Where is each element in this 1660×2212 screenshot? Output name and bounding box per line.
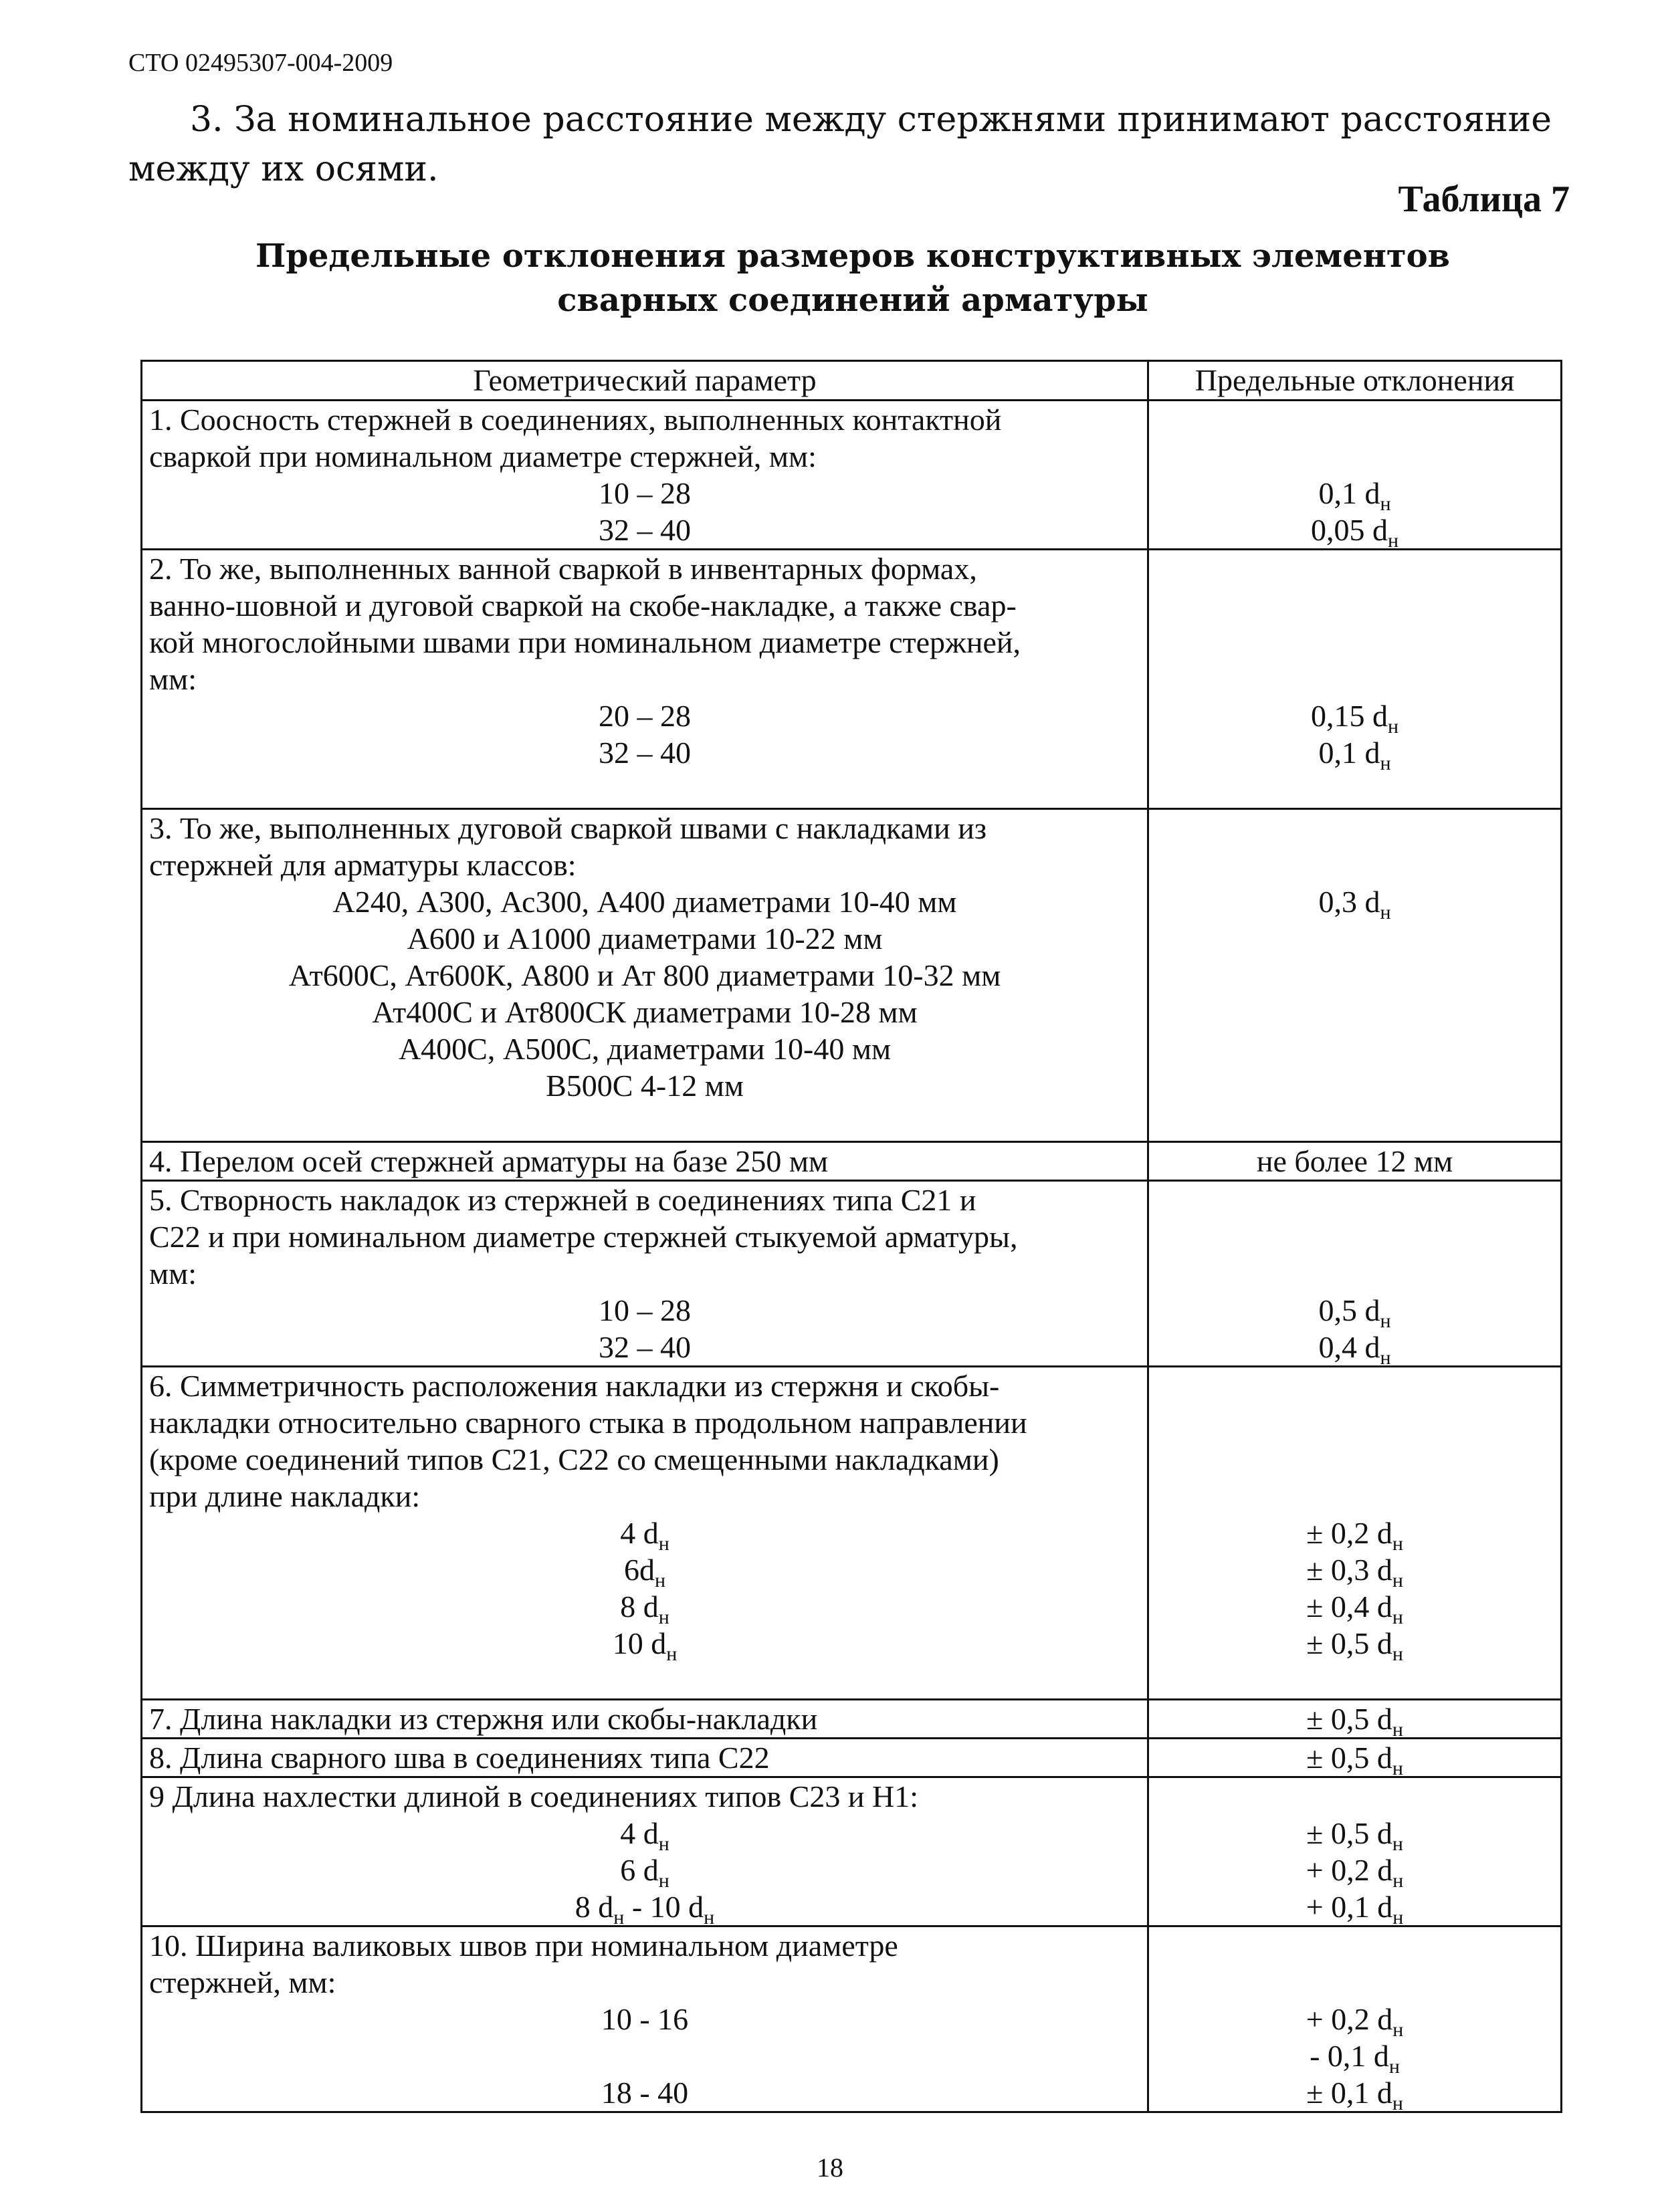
deviation-value: не более 12 мм — [1256, 1144, 1453, 1178]
deviation-value: 0,3 $d_н$ — [1318, 885, 1391, 923]
param-line: 2. То же, выполненных ванной сваркой в инвентарных формах, — [149, 552, 977, 586]
note-paragraph: 3. За номинальное расстояние между стержнями принимают расстояние между их осями. — [128, 100, 1552, 189]
table-header-row — [142, 361, 1562, 401]
header-deviation: Предельные отклонения — [1148, 361, 1562, 401]
param-line: кой многослойными швами при номинальном диаметре стержней, — [149, 625, 1021, 659]
table-label: Таблица 7 — [1398, 179, 1570, 220]
param-line: 8. Длина сварного шва в соединениях типа С22 — [149, 1741, 770, 1775]
deviation-cell — [1148, 1700, 1562, 1739]
table-row — [142, 1777, 1562, 1926]
param-cell — [142, 1367, 1148, 1700]
param-line: 6. Симметричность расположения накладки из стержня и скобы- — [149, 1369, 1000, 1403]
param-cell — [142, 401, 1148, 550]
table-title-line-2: сварных соединений арматуры — [557, 282, 1148, 319]
param-line: (кроме соединений типов С21, С22 со смещенными накладками) — [149, 1442, 999, 1476]
size-range: 10 - 16 — [601, 2002, 689, 2036]
param-line: мм: — [149, 662, 197, 696]
overlap-length: 4 $d_н$ — [620, 1816, 669, 1855]
deviation-cell — [1148, 401, 1562, 550]
param-cell — [142, 1181, 1148, 1367]
deviation-value: 0,5 $d_н$ — [1318, 1293, 1391, 1332]
param-line: 4. Перелом осей стержней арматуры на базе 250 мм — [149, 1144, 829, 1178]
overlap-length: 10 $d_н$ — [612, 1626, 678, 1665]
deviation-value: ± 0,2 $d_н$ — [1306, 1516, 1403, 1555]
param-cell — [142, 1700, 1148, 1739]
deviation-value: 0,05 $d_н$ — [1310, 513, 1399, 552]
deviation-value: - 0,1 $d_н$ — [1310, 2039, 1400, 2078]
deviation-value: + 0,2 $d_н$ — [1306, 2002, 1404, 2041]
size-range: 10 – 28 — [599, 476, 692, 510]
deviation-cell — [1148, 550, 1562, 809]
deviation-cell — [1148, 1367, 1562, 1700]
rebar-class-line: Ат600С, Ат600К, А800 и Ат 800 диаметрами 10-32 мм — [288, 958, 1001, 992]
table-row — [142, 1367, 1562, 1700]
param-cell — [142, 550, 1148, 809]
rebar-class-line: А400С, А500С, диаметрами 10-40 мм — [398, 1032, 892, 1066]
overlap-length: 8 $d_н - 10$ $d_н$ — [575, 1890, 715, 1928]
deviation-value: ± 0,4 $d_н$ — [1306, 1589, 1403, 1628]
table-row — [142, 1926, 1562, 2112]
rebar-class-line: Ат400С и Ат800СК диаметрами 10-28 мм — [372, 995, 918, 1029]
param-cell — [142, 1777, 1148, 1926]
size-range: 32 – 40 — [599, 1330, 692, 1364]
param-line: 5. Створность накладок из стержней в соединениях типа С21 и — [149, 1183, 976, 1217]
deviation-cell — [1148, 1181, 1562, 1367]
size-range: 32 – 40 — [599, 736, 692, 770]
param-cell — [142, 1142, 1148, 1181]
size-range: 10 – 28 — [599, 1293, 692, 1327]
table-row — [142, 1181, 1562, 1367]
param-line: при длине накладки: — [149, 1479, 421, 1513]
deviation-value: ± 0,5 $d_н$ — [1306, 1741, 1403, 1779]
rebar-class-line: А600 и А1000 диаметрами 10-22 мм — [407, 921, 883, 956]
param-line: ванно-шовной и дуговой сваркой на скобе-накладке, а также свар- — [149, 588, 1017, 623]
deviation-value: ± 0,5 $d_н$ — [1306, 1626, 1403, 1665]
param-line: 9 Длина нахлестки длиной в соединениях типов С23 и Н1: — [149, 1779, 919, 1813]
param-line: сваркой при номинальном диаметре стержней, мм: — [149, 439, 817, 473]
param-line: 7. Длина накладки из стержня или скобы-накладки — [149, 1702, 818, 1736]
param-line: мм: — [149, 1256, 197, 1291]
table-row — [142, 401, 1562, 550]
table-title — [134, 234, 1572, 322]
deviation-value: ± 0,3 $d_н$ — [1306, 1553, 1403, 1591]
rebar-class-line: В500С 4-12 мм — [546, 1069, 744, 1103]
param-line: 1. Соосность стержней в соединениях, выполненных контактной — [149, 403, 1002, 437]
deviation-cell — [1148, 1926, 1562, 2112]
deviations-table — [140, 360, 1562, 2113]
overlap-length: 4 $d_н$ — [620, 1516, 669, 1555]
size-range: 18 - 40 — [601, 2076, 689, 2110]
deviation-value: 0,4 $d_н$ — [1318, 1330, 1391, 1369]
deviation-value: 0,1 $d_н$ — [1318, 476, 1391, 515]
deviation-value: 0,1 $d_н$ — [1318, 736, 1391, 774]
table-row — [142, 1142, 1562, 1181]
param-line: 10. Ширина валиковых швов при номинальном диаметре — [149, 1928, 898, 1963]
deviation-value: ± 0,5 $d_н$ — [1306, 1816, 1403, 1855]
table-row — [142, 1700, 1562, 1739]
deviation-value: ± 0,1 $d_н$ — [1306, 2076, 1403, 2114]
header-param: Геометрический параметр — [142, 361, 1148, 401]
size-range: 20 – 28 — [599, 699, 692, 733]
table-row — [142, 809, 1562, 1142]
param-line: стержней, мм: — [149, 1965, 336, 1999]
param-line: накладки относительно сварного стыка в продольном направлении — [149, 1406, 1027, 1440]
deviation-value: 0,15 $d_н$ — [1310, 699, 1399, 738]
deviation-cell — [1148, 1739, 1562, 1777]
deviation-value: + 0,1 $d_н$ — [1306, 1890, 1404, 1928]
document-code: СТО 02495307-004-2009 — [128, 49, 393, 77]
deviation-value: ± 0,5 $d_н$ — [1306, 1702, 1403, 1741]
table-row — [142, 1739, 1562, 1777]
deviation-cell — [1148, 1142, 1562, 1181]
overlap-length: 6 $d_н$ — [620, 1853, 669, 1892]
param-line: стержней для арматуры классов: — [149, 848, 577, 882]
param-cell — [142, 1926, 1148, 2112]
table-title-line-1: Предельные отклонения размеров конструктивных элементов — [255, 237, 1450, 275]
size-range: 32 – 40 — [599, 513, 692, 547]
deviation-cell — [1148, 809, 1562, 1142]
param-cell — [142, 1739, 1148, 1777]
page-number: 18 — [817, 2152, 843, 2183]
deviation-value: + 0,2 $d_н$ — [1306, 1853, 1404, 1892]
overlap-length: $6d_н$ — [623, 1553, 666, 1591]
param-cell — [142, 809, 1148, 1142]
overlap-length: 8 $d_н$ — [620, 1589, 669, 1628]
deviation-cell — [1148, 1777, 1562, 1926]
param-line: С22 и при номинальном диаметре стержней стыкуемой арматуры, — [149, 1220, 1018, 1254]
param-line: 3. То же, выполненных дуговой сваркой швами с накладками из — [149, 811, 987, 845]
rebar-class-line: А240, А300, Ас300, А400 диаметрами 10-40 мм — [332, 885, 957, 919]
table-row — [142, 550, 1562, 809]
